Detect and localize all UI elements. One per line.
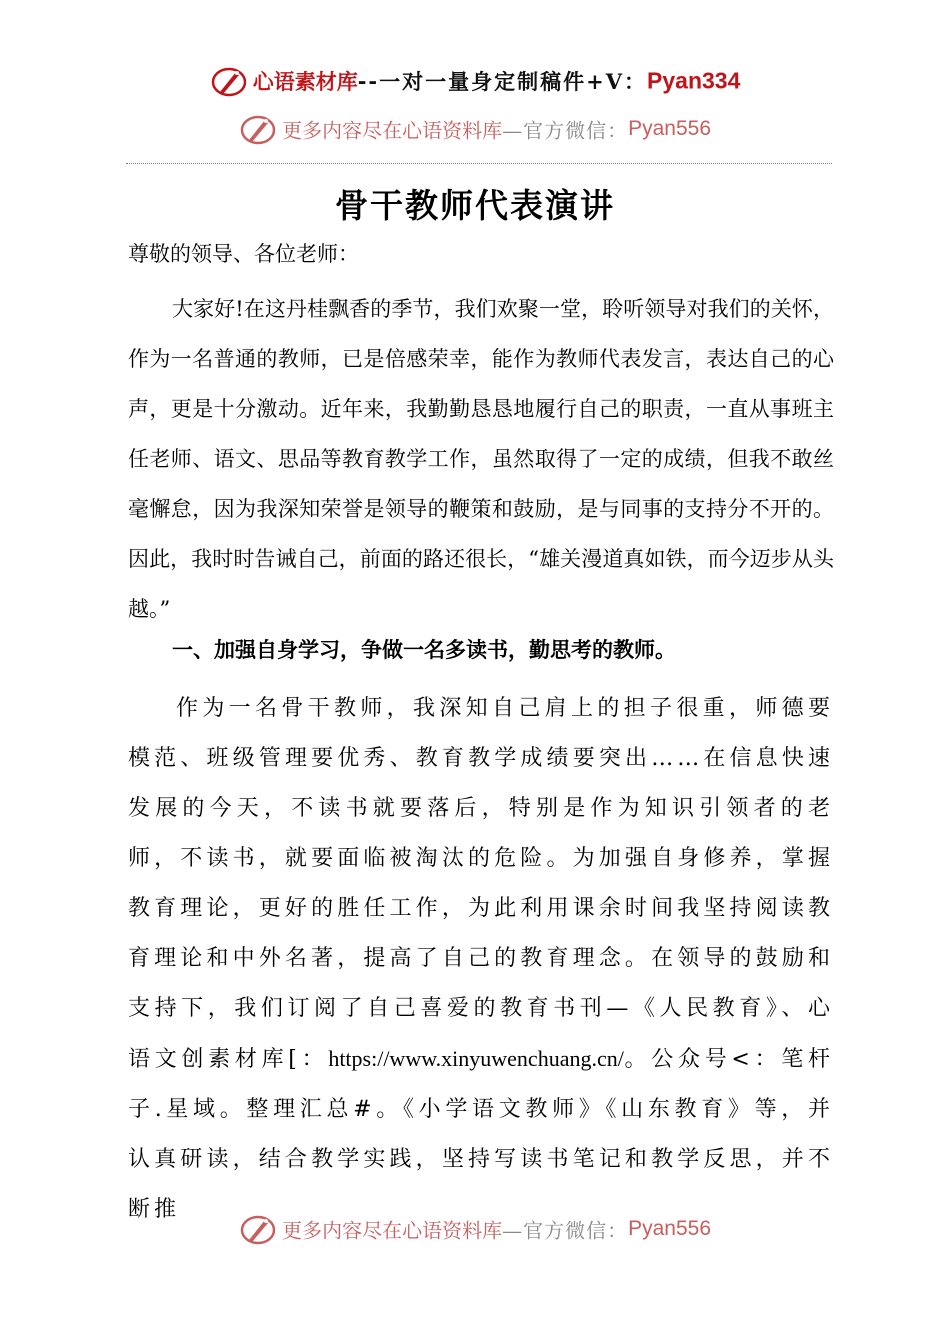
paragraph-opening: 大家好!在这丹桂飘香的季节，我们欢聚一堂，聆听领导对我们的关怀，作为一名普通的教师，已是倍感荣幸，能作为教师代表发言，表达自己的心声，更是十分激动。近年来，我勤勤恳恳地履行自己的职责，一直从事班主任老师、语文、思品等教育教学工作，虽然取得了一定的成绩，但我不敢丝毫懈怠，因为我深知荣誉是领导的鞭策和鼓励，是与同事的支持分不开的。因此，我时时告诫自己，前面的路还很长，“雄关漫道真如铁，而今迈步从头越。” bbox=[128, 297, 834, 621]
pen-nib-logo-icon bbox=[239, 112, 277, 146]
more-content-separator: —官方微信： bbox=[502, 118, 629, 143]
brand-contact: Pyan334 bbox=[647, 67, 741, 94]
header-divider bbox=[126, 163, 832, 164]
header-more-banner bbox=[0, 112, 950, 148]
section-heading-1: 一、加强自身学习，争做一名多读书，勤思考的教师。 bbox=[172, 638, 676, 662]
footer-contact: Pyan556 bbox=[628, 1217, 711, 1240]
more-content-contact: Pyan556 bbox=[628, 117, 711, 140]
website-url: https://www.xinyuwenchuang.cn/ bbox=[328, 1046, 624, 1071]
paragraph-section-1-part-a: 作为一名骨干教师，我深知自己肩上的担子很重，师德要模范、班级管理要优秀、教育教学成绩要突出……在信息快速发展的今天，不读书就要落后，特别是作为知识引领者的老师，不读书，就要面临被淘汰的危险。为加强自身修养，掌握教育理论，更好的胜任工作，为此利用课余时间我坚持阅读教育理论和中外名著，提高了自己的教育理念。在领导的鼓励和支持下，我们订阅了自己喜爱的教育书刊—《人民教育》、心语文创素材库[： bbox=[128, 696, 834, 1072]
footer-more-text: 更多内容尽在心语资料库 bbox=[282, 1218, 503, 1243]
brand-name: 心语素材库 bbox=[252, 70, 358, 94]
brand-dashes: -- bbox=[357, 68, 380, 94]
pen-nib-logo-icon bbox=[210, 64, 248, 98]
salutation: 尊敬的领导、各位老师： bbox=[128, 242, 359, 266]
paragraph-section-1 bbox=[128, 684, 834, 1235]
brand-tagline: 一对一量身定制稿件+V： bbox=[379, 69, 648, 94]
footer-separator: —官方微信： bbox=[502, 1218, 629, 1243]
document-title: 骨干教师代表演讲 bbox=[335, 186, 615, 225]
more-content-text: 更多内容尽在心语资料库 bbox=[282, 118, 503, 143]
paragraph-section-1-part-b: 。公众号<：笔杆子.星域。整理汇总#。《小学语文教师》《山东教育》等，并认真研读，结合教学实践，坚持写读书笔记和教学反思，并不断推 bbox=[128, 1047, 834, 1222]
footer-banner bbox=[0, 1212, 950, 1248]
header-banner bbox=[0, 64, 950, 100]
pen-nib-logo-icon bbox=[239, 1212, 277, 1246]
